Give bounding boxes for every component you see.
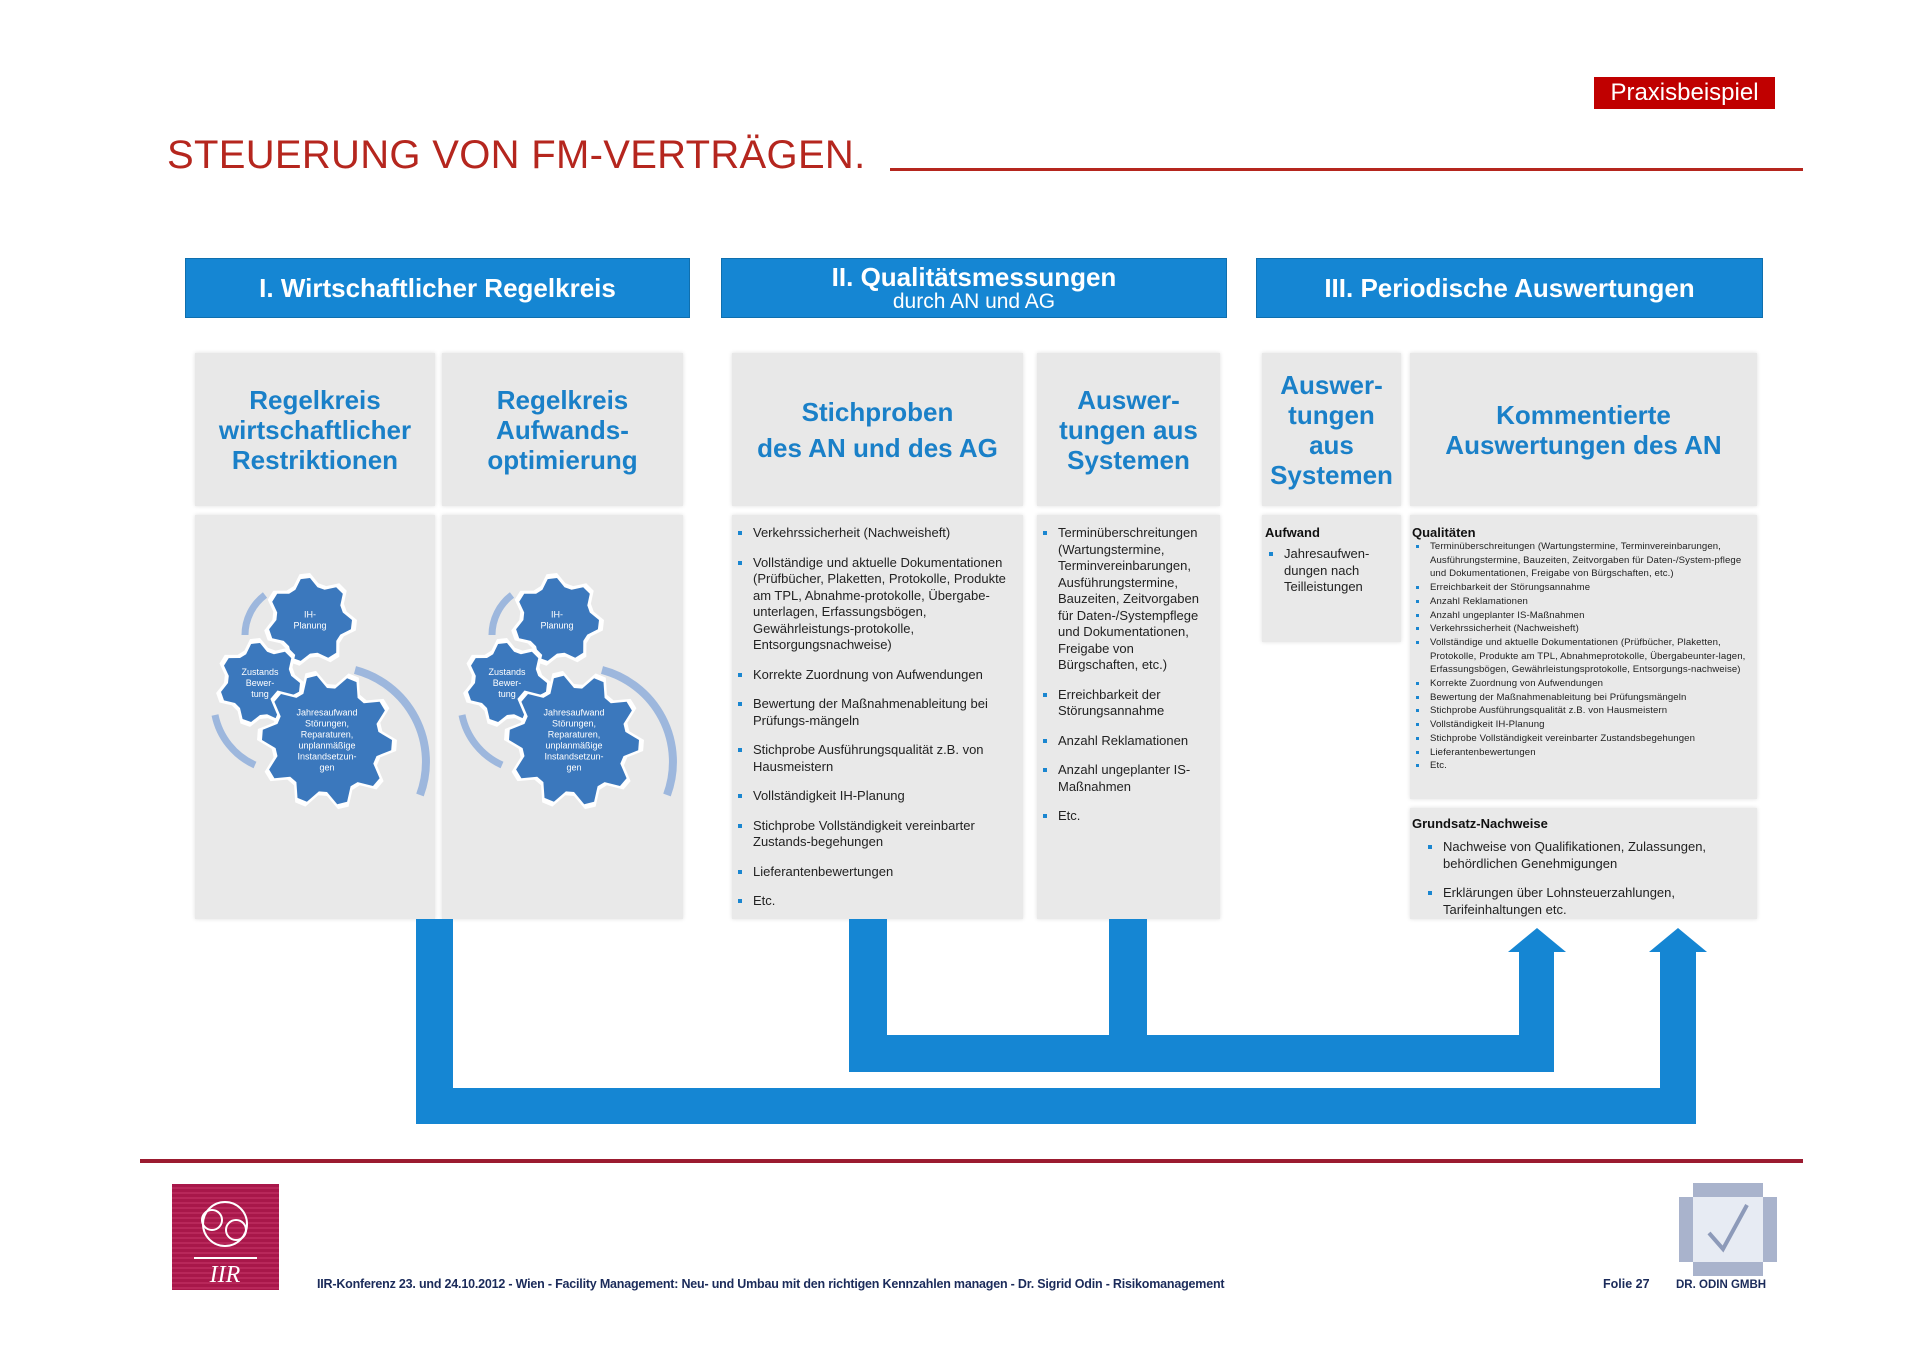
list-item: Stichprobe Vollständigkeit vereinbarter Zustandsbegehungen xyxy=(1412,732,1751,746)
column-heading-4: Auswer- tungen aus Systemen xyxy=(1037,353,1220,506)
grundsatz-box xyxy=(1410,808,1757,919)
gear-big xyxy=(257,671,397,809)
gear-label: Jahresaufwand xyxy=(543,707,605,718)
qualitaeten-list xyxy=(1412,540,1751,773)
list-item: Korrekte Zuordnung von Aufwendungen xyxy=(734,667,1017,684)
list-item: Vollständige und aktuelle Dokumentationen (Prüfbücher, Plaketten, Protokolle, Produkte am TPL, Abnahme-protokolle, Übergabe-unterlagen, Erfassungsbögen, Gewährleistungs-protokolle, Entsorgungsnachweise) xyxy=(734,555,1017,654)
list-item: Lieferantenbewertungen xyxy=(734,864,1017,881)
gear-label: Zustands xyxy=(488,667,526,677)
gear-label: Planung xyxy=(540,620,574,631)
list-item: Vollständigkeit IH-Planung xyxy=(1412,718,1751,732)
list-item: Verkehrssicherheit (Nachweisheft) xyxy=(734,525,1017,542)
iir-logo-emblem xyxy=(172,1184,279,1290)
gear-label: Störungen, xyxy=(304,718,350,729)
list-item: Etc. xyxy=(1039,808,1216,825)
list-item: Vollständigkeit IH-Planung xyxy=(734,788,1017,805)
gear-big xyxy=(504,671,644,809)
list-item: Erreichbarkeit der Störungsannahme xyxy=(1039,687,1216,720)
list-item: Terminüberschreitungen (Wartungstermine, Terminvereinbarungen, Ausführungstermine, Bauzeiten, Zeitvorgaben für Daten-/Systempflege und Dokumentationen, Freigabe von Bürgschaften, etc.) xyxy=(1039,525,1216,674)
gear-label: Zustands xyxy=(241,667,279,677)
gear-label: gen xyxy=(319,762,335,773)
list-item: Anzahl ungeplanter IS-Maßnahmen xyxy=(1412,609,1751,623)
list-item: Lieferantenbewertungen xyxy=(1412,746,1751,760)
aufwand-list xyxy=(1265,546,1397,596)
gear-label: gen xyxy=(566,762,582,773)
grundsatz-list xyxy=(1412,839,1751,918)
list-item: Erreichbarkeit der Störungsannahme xyxy=(1412,581,1751,595)
grundsatz-title: Grundsatz-Nachweise xyxy=(1412,816,1548,831)
gear-diagram-1 xyxy=(195,515,435,919)
praxisbeispiel-badge: Praxisbeispiel xyxy=(1594,77,1775,109)
gear-label: Instandsetzun- xyxy=(544,751,604,762)
list-item: Bewertung der Maßnahmenableitung bei Prüfungs-mängeln xyxy=(734,696,1017,729)
gear-label: Reparaturen, xyxy=(300,729,354,740)
list-item: Anzahl ungeplanter IS-Maßnahmen xyxy=(1039,762,1216,795)
gear-label: Planung xyxy=(293,620,327,631)
list-item: Bewertung der Maßnahmenableitung bei Prüfungsmängeln xyxy=(1412,691,1751,705)
aufwand-box xyxy=(1262,515,1401,642)
gear-label: IH- xyxy=(304,609,316,620)
qualitaeten-title: Qualitäten xyxy=(1412,525,1476,540)
iir-logo-text: IIR xyxy=(209,1262,241,1288)
gear-label: Störungen, xyxy=(551,718,597,729)
flow-line-bottom-outer xyxy=(416,1088,1696,1124)
section-header-3 xyxy=(1256,258,1763,318)
list-item: Stichprobe Ausführungsqualität z.B. von Hausmeistern xyxy=(1412,704,1751,718)
title-underline xyxy=(890,168,1803,171)
section-title: I. Wirtschaftlicher Regelkreis xyxy=(259,272,616,303)
gear-label: Reparaturen, xyxy=(547,729,601,740)
stichproben-list-box xyxy=(732,515,1023,919)
gear-label: Bewer- xyxy=(245,678,275,688)
gear-label: unplanmäßige xyxy=(298,740,356,751)
footer-text: IIR-Konferenz 23. und 24.10.2012 - Wien - Facility Management: Neu- und Umbau mit den richtigen Kennzahlen managen - Dr. Sigrid Odin - Risikomanagement xyxy=(317,1277,1225,1291)
section-subtitle: durch AN und AG xyxy=(892,290,1056,313)
list-item: Etc. xyxy=(1412,759,1751,773)
list-item: Terminüberschreitungen (Wartungstermine, Terminvereinbarungen, Ausführungstermine, Bauzeiten, Zeitvorgaben für Daten-/System-pflege und Dokumentationen, Freigabe von Bürgschaften, etc.) xyxy=(1412,540,1751,581)
column-heading-1: Regelkreis wirtschaftlicher Restriktionen xyxy=(195,353,435,506)
column-heading-3: Stichproben des AN und des AG xyxy=(732,353,1023,506)
list-item: Korrekte Zuordnung von Aufwendungen xyxy=(1412,677,1751,691)
list-item: Anzahl Reklamationen xyxy=(1039,733,1216,750)
section-title: III. Periodische Auswertungen xyxy=(1324,272,1695,303)
qualitaeten-box xyxy=(1410,515,1757,799)
list-item: Nachweise von Qualifikationen, Zulassungen, behördlichen Genehmigungen xyxy=(1424,839,1751,872)
section-header-2 xyxy=(721,258,1227,318)
auswertungen-list xyxy=(1039,525,1216,825)
list-item: Verkehrssicherheit (Nachweisheft) xyxy=(1412,622,1751,636)
aufwand-title: Aufwand xyxy=(1265,525,1320,540)
list-item: Stichprobe Vollständigkeit vereinbarter Zustands-begehungen xyxy=(734,818,1017,851)
stichproben-list xyxy=(734,525,1017,910)
list-item: Anzahl Reklamationen xyxy=(1412,595,1751,609)
arrow-up-icon xyxy=(1508,928,1566,952)
list-item: Stichprobe Ausführungsqualität z.B. von Hausmeistern xyxy=(734,742,1017,775)
section-title: II. Qualitätsmessungen xyxy=(831,262,1117,292)
list-item: Erklärungen über Lohnsteuerzahlungen, Tarifeinhaltungen etc. xyxy=(1424,885,1751,918)
gear-label: IH- xyxy=(551,609,563,620)
iir-logo xyxy=(172,1184,279,1290)
gear-label: tung xyxy=(251,689,269,699)
gear-label: tung xyxy=(498,689,516,699)
list-item: Vollständige und aktuelle Dokumentationen (Prüfbücher, Plaketten, Protokolle, Produkte am TPL, Abnahmeprotokolle, Übergabeunter-lagen, Erfassungsbögen, Gewährleistungsprotokolle, Entsorgungs-nachweise) xyxy=(1412,636,1751,677)
flow-line-right-outer xyxy=(1660,950,1696,1124)
gear-diagram-2 xyxy=(442,515,683,919)
list-item: Etc. xyxy=(734,893,1017,910)
company-name: DR. ODIN GMBH xyxy=(1676,1279,1767,1291)
column-heading-6: Kommentierte Auswertungen des AN xyxy=(1410,353,1757,506)
cycle-arrow-icon xyxy=(245,595,265,635)
cycle-arrow-icon xyxy=(492,595,512,635)
gear-label: Bewer- xyxy=(492,678,522,688)
section-header-1 xyxy=(185,258,690,318)
odin-check-logo-icon xyxy=(1679,1183,1777,1276)
gear-label: unplanmäßige xyxy=(545,740,603,751)
auswertungen-list-box xyxy=(1037,515,1220,919)
column-heading-2: Regelkreis Aufwands- optimierung xyxy=(442,353,683,506)
page-title: STEUERUNG VON FM-VERTRÄGEN. xyxy=(167,133,866,177)
gear-cycle-diagram xyxy=(195,515,435,919)
flow-line-right-inner xyxy=(1519,950,1554,1072)
gear-cycle-diagram xyxy=(442,515,683,919)
footer-divider xyxy=(140,1159,1803,1163)
slide-number: Folie 27 xyxy=(1603,1277,1650,1291)
gear-label: Instandsetzun- xyxy=(297,751,357,762)
column-heading-5: Auswer- tungen aus Systemen xyxy=(1262,353,1401,506)
arrow-up-icon xyxy=(1649,928,1707,952)
list-item: Jahresaufwen-dungen nach Teilleistungen xyxy=(1265,546,1397,596)
gear-label: Jahresaufwand xyxy=(296,707,358,718)
flow-line-bottom-inner xyxy=(849,1035,1554,1072)
